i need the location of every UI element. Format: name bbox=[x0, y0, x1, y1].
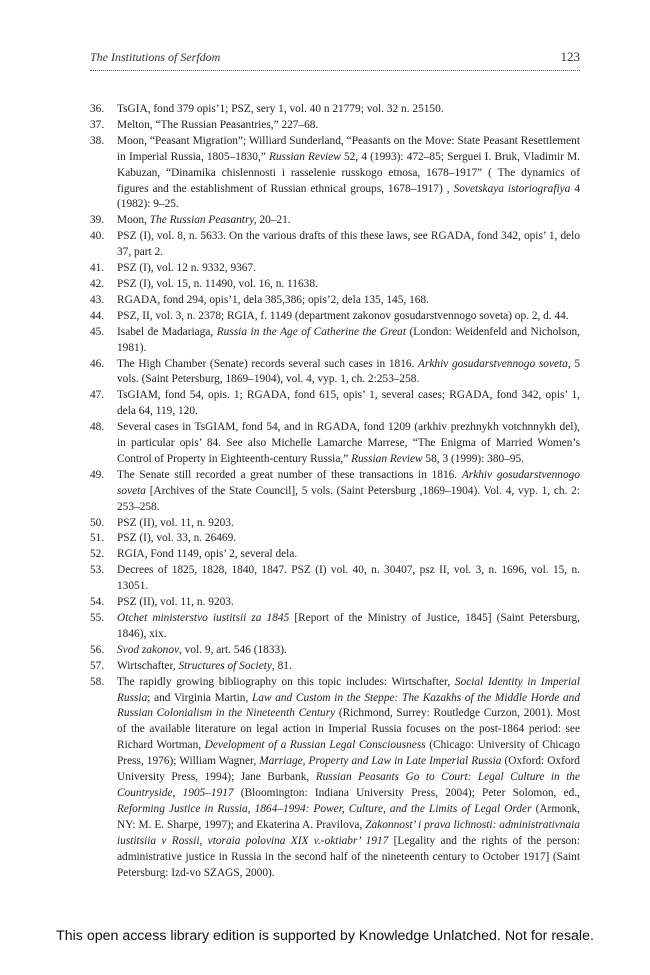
endnote-number: 40. bbox=[90, 230, 105, 243]
endnote-segment: PSZ (I), vol. 12 n. 9332, 9367. bbox=[117, 262, 256, 275]
endnote-number: 49. bbox=[90, 468, 105, 481]
endnote-segment: ; and Virginia Martin, bbox=[147, 691, 252, 704]
endnote-text bbox=[117, 309, 580, 325]
endnote-title: Russia in the Age of Catherine the Great bbox=[216, 325, 406, 338]
endnote-number: 43. bbox=[90, 293, 105, 306]
endnote-title: Zakonnost’ i prava lichnosti: administrativnaia iustitsiia v Rossii, vtoraia polovina XIX v.-oktiabr’ 1917 bbox=[117, 818, 580, 847]
endnote-text bbox=[117, 357, 580, 389]
endnote-number: 50. bbox=[90, 516, 105, 529]
endnote-segment: , 5 vols. (Saint Petersburg, 1869–1904), vol. 4, vyp. 1, ch. 2:253–258. bbox=[117, 357, 580, 386]
endnote-segment: The rapidly growing bibliography on this topic includes: Wirtschafter, bbox=[117, 675, 455, 688]
endnote-segment: 4 (1982): 9–25. bbox=[117, 182, 580, 211]
endnote-segment: PSZ, II, vol. 3, n. 2378; RGIA, f. 1149 (department zakonov gosudarstvennogo soveta) op. 2, d. 44. bbox=[117, 309, 569, 322]
endnote-number: 39. bbox=[90, 214, 105, 227]
endnote-segment: RGIA, Fond 1149, opis’ 2, several dela. bbox=[117, 548, 298, 561]
endnote-title: Law and Custom in the Steppe: The Kazakhs of the Middle Horde and Russian Colonialism in the Nineteenth Century bbox=[117, 691, 580, 720]
endnote-segment: (London: Weidenfeld and Nicholson, 1981). bbox=[117, 325, 580, 354]
endnote-segment: PSZ (I), vol. 33, n. 26469. bbox=[117, 532, 237, 545]
endnote bbox=[90, 531, 580, 547]
endnote-number: 54. bbox=[90, 596, 105, 609]
endnote-segment: [Legality and the rights of the person: administrative justice in Russia in the second half of the nineteenth century to October 1917] (Saint Petersburg: Izd-vo SZAGS, 2000). bbox=[117, 834, 580, 879]
endnote-segment: Moon, “Peasant Migration”; Williard Sunderland, “Peasants on the Move: State Peasant Resettlement in Imperial Russia, 1805–1830,” bbox=[117, 134, 580, 163]
endnote-number: 53. bbox=[90, 564, 105, 577]
endnote-text bbox=[117, 563, 580, 595]
endnote-text bbox=[117, 388, 580, 420]
endnote-text bbox=[117, 325, 580, 357]
endnote-text bbox=[117, 659, 580, 675]
endnote-segment: PSZ (I), vol. 8, n. 5633. On the various drafts of this these laws, see RGADA, fond 342, opis’ 1, delo 37, part 2. bbox=[117, 230, 580, 259]
endnote bbox=[90, 420, 580, 468]
endnote-number: 36. bbox=[90, 103, 105, 115]
endnote-title: Russian Review bbox=[268, 150, 341, 163]
endnote-segment: PSZ (II), vol. 11, n. 9203. bbox=[117, 516, 234, 529]
endnote-number: 52. bbox=[90, 548, 105, 561]
endnote-title: Development of a Russian Legal Consciousness bbox=[204, 739, 426, 752]
endnote-title: The Russian Peasantry, bbox=[149, 214, 257, 227]
endnote-text bbox=[117, 229, 580, 261]
endnote bbox=[90, 118, 580, 134]
endnote-segment: [Report of the Ministry of Justice, 1845] (Saint Petersburg, 1846), xix. bbox=[117, 612, 580, 640]
endnote bbox=[90, 595, 580, 611]
endnote-text bbox=[117, 643, 580, 659]
endnote-number: 57. bbox=[90, 659, 105, 672]
endnote-segment: RGADA, fond 294, opis’1, dela 385,386; opis’2, dela 135, 145, 168. bbox=[117, 293, 429, 306]
endnote-number: 48. bbox=[90, 421, 105, 434]
endnote-number: 45. bbox=[90, 325, 105, 338]
endnote-segment: 52, 4 (1993): 472–85; Serguei I. Bruk, Vladimir M. Kabuzan, “Dinamika chislennosti i rasselenie russkogo etnosa, 1678–1917” ( The dynamics of figures and the establishment of Russian ethnical groups, 1678–1917) , bbox=[117, 150, 580, 195]
endnote-segment: [Archives of the State Council], 5 vols. (Saint Petersburg ,1869–1904). Vol. 4, vyp. 1, ch. 2: 253–258. bbox=[117, 484, 580, 513]
endnote-title: Social Identity in Imperial Russia bbox=[117, 675, 580, 704]
endnote-number: 47. bbox=[90, 389, 105, 402]
endnote-text bbox=[117, 213, 580, 229]
endnote bbox=[90, 675, 580, 882]
endnote bbox=[90, 611, 580, 643]
endnote bbox=[90, 325, 580, 357]
endnote-segment: PSZ (II), vol. 11, n. 9203. bbox=[117, 596, 234, 609]
endnote-text bbox=[117, 277, 580, 293]
endnote-title: Structures of Society bbox=[178, 659, 272, 672]
endnote-text bbox=[117, 611, 580, 643]
endnote-segment: The High Chamber (Senate) records several such cases in 1816. bbox=[117, 357, 419, 370]
endnote-segment: Moon, bbox=[117, 214, 150, 227]
endnote bbox=[90, 293, 580, 309]
endnote-title: Sovetskaya istoriografiya bbox=[453, 182, 571, 195]
endnote-text bbox=[117, 102, 580, 118]
page-number: 123 bbox=[560, 49, 580, 64]
endnote-segment: Decrees of 1825, 1828, 1840, 1847. PSZ (I) vol. 40, n. 30407, psz II, vol. 3, n. 1696, vol. 15, n. 13051. bbox=[117, 564, 580, 593]
endnote-title: Otchet ministerstvo iustitsii za 1845 bbox=[117, 612, 290, 624]
endnote-title: Arkhiv gosudarstvennogo soveta bbox=[117, 468, 580, 497]
endnote-segment: (Armonk, NY: M. E. Sharpe, 1997); and Ekaterina A. Pravilova, bbox=[117, 802, 580, 831]
endnote bbox=[90, 229, 580, 261]
endnote-title: Marriage, Property and Law in Late Imperial Russia bbox=[259, 755, 502, 768]
endnote-segment: Isabel de Madariaga, bbox=[117, 325, 217, 338]
endnote bbox=[90, 261, 580, 277]
endnote-segment: Wirtschafter, bbox=[117, 659, 179, 672]
endnote-text bbox=[117, 118, 580, 134]
endnote-segment: The Senate still recorded a great number of these transactions in 1816. bbox=[117, 468, 462, 481]
endnote bbox=[90, 547, 580, 563]
endnote-number: 41. bbox=[90, 262, 105, 275]
running-title: The Institutions of Serfdom bbox=[90, 50, 221, 64]
endnote-title: Russian Peasants Go to Court: Legal Culture in the Countryside, 1905–1917 bbox=[117, 771, 581, 799]
endnote-segment: , vol. 9, art. 546 (1833). bbox=[179, 643, 287, 656]
endnote-segment: TsGIAM, fond 54, opis. 1; RGADA, fond 615, opis’ 1, several cases; RGADA, fond 342, opis’ 1, dela 64, 119, 120. bbox=[117, 389, 580, 418]
endnote bbox=[90, 277, 580, 293]
endnote-number: 44. bbox=[90, 309, 105, 322]
endnote-segment: (Bloomington: Indiana University Press, 2004); Peter Solomon, ed., bbox=[233, 786, 580, 799]
endnote-segment: (Chicago: University of Chicago Press, 1976); William Wagner, bbox=[117, 739, 580, 768]
endnote-text bbox=[117, 531, 580, 547]
endnote bbox=[90, 134, 580, 214]
endnote-segment: TsGIA, fond 379 opis’1; PSZ, sery 1, vol. 40 n 21779; vol. 32 n. 25150. bbox=[117, 103, 444, 115]
endnote-segment: (Richmond, Surrey: Routledge Curzon, 2001). Most of the available literature on legal action in Imperial Russia focuses on the post-1864 period: see Richard Wortman, bbox=[117, 707, 580, 752]
endnote-text bbox=[117, 675, 580, 882]
endnote-title: Arkhiv gosudarstvennogo soveta bbox=[418, 357, 568, 370]
endnote bbox=[90, 659, 580, 675]
endnote-text bbox=[117, 468, 580, 516]
endnote-text bbox=[117, 134, 580, 214]
endnote-text bbox=[117, 595, 580, 611]
endnote-segment: (Oxford: Oxford University Press, 1994); Jane Burbank, bbox=[117, 755, 580, 784]
endnote-segment: 58, 3 (1999): 380–95. bbox=[422, 452, 525, 465]
endnote-number: 46. bbox=[90, 357, 105, 370]
endnote-number: 58. bbox=[90, 675, 105, 688]
endnote-text bbox=[117, 293, 580, 309]
footer-notice: This open access library edition is supported by Knowledge Unlatched. Not for resale. bbox=[56, 928, 594, 944]
endnote bbox=[90, 388, 580, 420]
endnote-segment: 20–21. bbox=[256, 214, 291, 227]
endnote-number: 56. bbox=[90, 643, 105, 656]
endnote-number: 55. bbox=[90, 612, 105, 624]
endnote-text bbox=[117, 420, 580, 468]
endnote-segment: Melton, “The Russian Peasantries,” 227–68. bbox=[117, 118, 319, 131]
endnote-number: 37. bbox=[90, 118, 105, 131]
endnote-text bbox=[117, 516, 580, 532]
endnote-segment: Several cases in TsGIAM, fond 54, and in RGADA, fond 1209 (arkhiv prezhnykh votchnnykh del), in particular opis’ 84. See also Michelle Lamarche Marrese, “The Enigma of Married Women’s Control of Property in Eighteenth-century Russia,” bbox=[117, 421, 580, 465]
endnote bbox=[90, 213, 580, 229]
endnote-title: Svod zakonov bbox=[117, 643, 180, 656]
endnote-segment: , 81. bbox=[271, 659, 292, 672]
endnote bbox=[90, 468, 580, 516]
endnote bbox=[90, 643, 580, 659]
endnote bbox=[90, 563, 580, 595]
endnote-title: Reforming Justice in Russia, 1864–1994: Power, Culture, and the Limits of Legal Order bbox=[117, 802, 532, 815]
endnote bbox=[90, 516, 580, 532]
endnote-number: 38. bbox=[90, 134, 105, 147]
endnote bbox=[90, 102, 580, 118]
endnote-number: 42. bbox=[90, 277, 105, 290]
endnote-title: Russian Review bbox=[351, 452, 423, 465]
endnote bbox=[90, 309, 580, 325]
endnote-text bbox=[117, 261, 580, 277]
endnote-segment: PSZ (I), vol. 15, n. 11490, vol. 16, n. 11638. bbox=[117, 277, 318, 290]
endnote bbox=[90, 357, 580, 389]
endnote-number: 51. bbox=[90, 532, 105, 545]
page-header bbox=[90, 44, 580, 71]
endnotes-list bbox=[90, 102, 580, 881]
endnote-text bbox=[117, 547, 580, 563]
